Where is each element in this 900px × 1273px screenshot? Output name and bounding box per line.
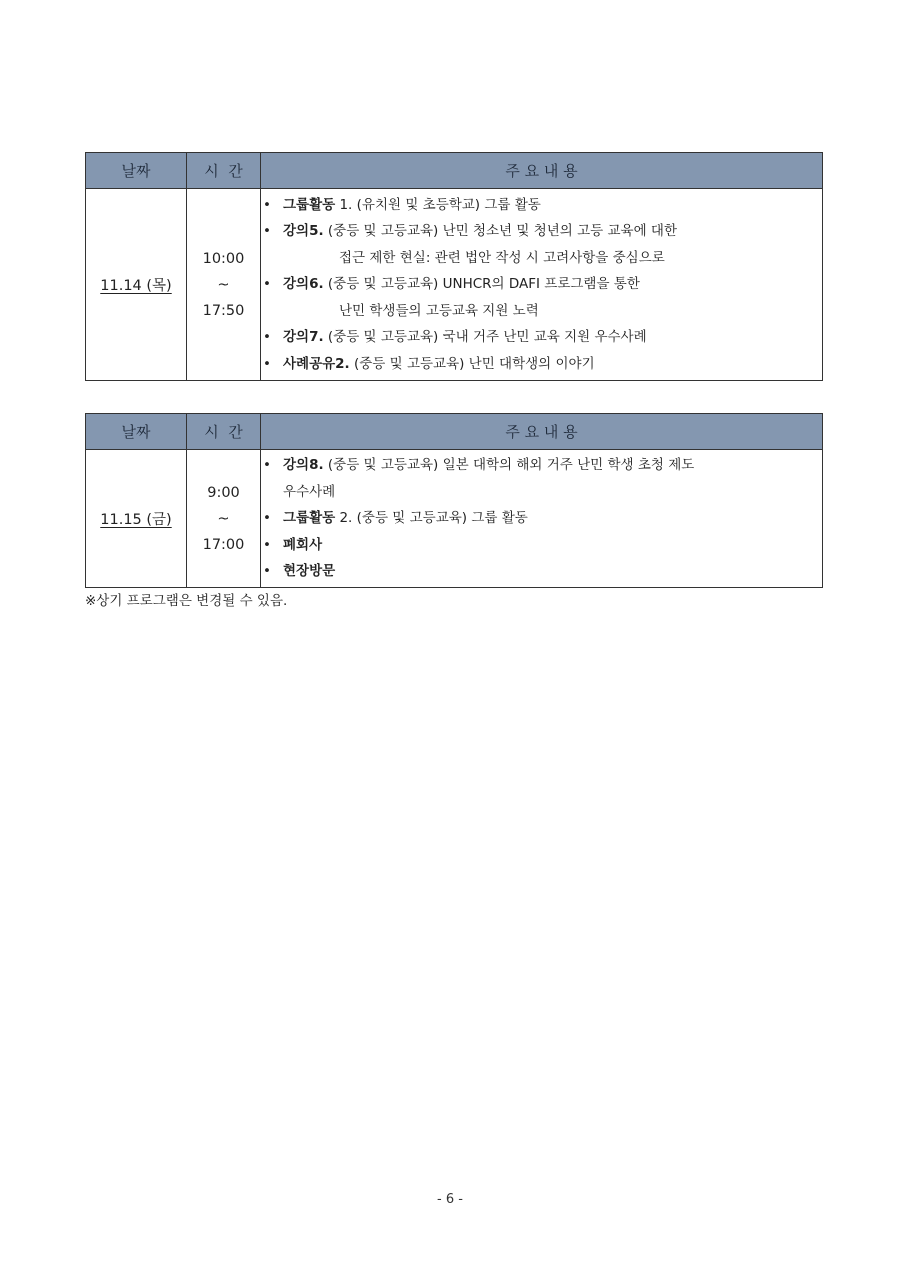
list-item <box>261 452 822 505</box>
date-text: 11.15 (금) <box>100 512 172 528</box>
bullet-icon: • <box>263 457 271 474</box>
content-cell <box>261 189 823 381</box>
time-end: 17:00 <box>202 536 245 553</box>
item-continuation: 난민 학생들의 고등교육 지원 노력 <box>339 302 539 319</box>
schedule-table-day1 <box>85 152 823 381</box>
item-heading: 강의7. <box>283 329 324 346</box>
list-item <box>261 351 822 378</box>
program-list <box>261 192 822 378</box>
date-text: 11.14 (목) <box>100 278 172 294</box>
header-date: 날짜 <box>86 153 187 189</box>
header-content: 주 요 내 용 <box>261 414 823 450</box>
header-content: 주 요 내 용 <box>261 153 823 189</box>
bullet-icon: • <box>263 563 271 580</box>
item-continuation: 우수사례 <box>283 483 336 500</box>
item-heading: 사례공유2. <box>283 355 350 372</box>
time-cell <box>187 450 261 588</box>
date-cell <box>86 450 187 588</box>
item-text: (중등 및 고등교육) 난민 청소년 및 청년의 고등 교육에 대한 <box>323 223 677 240</box>
time-separator: ~ <box>217 510 230 527</box>
list-item <box>261 558 822 585</box>
list-item <box>261 218 822 271</box>
item-text: (중등 및 고등교육) UNHCR의 DAFI 프로그램을 통한 <box>323 276 640 293</box>
item-text: (중등 및 고등교육) 국내 거주 난민 교육 지원 우수사례 <box>323 329 647 346</box>
list-item <box>261 532 822 559</box>
bullet-icon: • <box>263 355 271 372</box>
date-cell <box>86 189 187 381</box>
item-heading: 강의8. <box>283 457 324 474</box>
bullet-icon: • <box>263 536 271 553</box>
schedule-table-day2 <box>85 413 823 588</box>
change-notice: ※상기 프로그램은 변경될 수 있음. <box>85 593 288 609</box>
bullet-icon: • <box>263 510 271 527</box>
item-text: (중등 및 고등교육) 난민 대학생의 이야기 <box>349 355 595 372</box>
program-list <box>261 452 822 585</box>
table-row <box>86 189 823 381</box>
header-time: 시 간 <box>187 414 261 450</box>
list-item <box>261 192 822 219</box>
header-date: 날짜 <box>86 414 187 450</box>
list-item <box>261 505 822 532</box>
item-heading: 강의6. <box>283 276 324 293</box>
item-text: 2. (중등 및 고등교육) 그룹 활동 <box>335 510 528 527</box>
time-end: 17:50 <box>202 302 245 319</box>
table-header-row <box>86 153 823 189</box>
content-cell <box>261 450 823 588</box>
time-start: 10:00 <box>202 250 245 267</box>
bullet-icon: • <box>263 276 271 293</box>
item-heading: 강의5. <box>283 223 324 240</box>
table-row <box>86 450 823 588</box>
header-time: 시 간 <box>187 153 261 189</box>
list-item <box>261 271 822 324</box>
item-heading: 현장방문 <box>283 563 336 580</box>
item-text: (중등 및 고등교육) 일본 대학의 해외 거주 난민 학생 초청 제도 <box>323 457 695 474</box>
bullet-icon: • <box>263 329 271 346</box>
time-start: 9:00 <box>207 484 240 501</box>
table-header-row <box>86 414 823 450</box>
item-text: 1. (유치원 및 초등학교) 그룹 활동 <box>335 196 541 213</box>
bullet-icon: • <box>263 223 271 240</box>
item-heading: 폐회사 <box>283 536 323 553</box>
time-cell <box>187 189 261 381</box>
page-number: - 6 - <box>437 1192 463 1207</box>
list-item <box>261 324 822 351</box>
item-heading: 그룹활동 <box>283 196 336 213</box>
item-heading: 그룹활동 <box>283 510 336 527</box>
time-separator: ~ <box>217 276 230 293</box>
bullet-icon: • <box>263 196 271 213</box>
item-continuation: 접근 제한 현실: 관련 법안 작성 시 고려사항을 중심으로 <box>339 249 665 266</box>
